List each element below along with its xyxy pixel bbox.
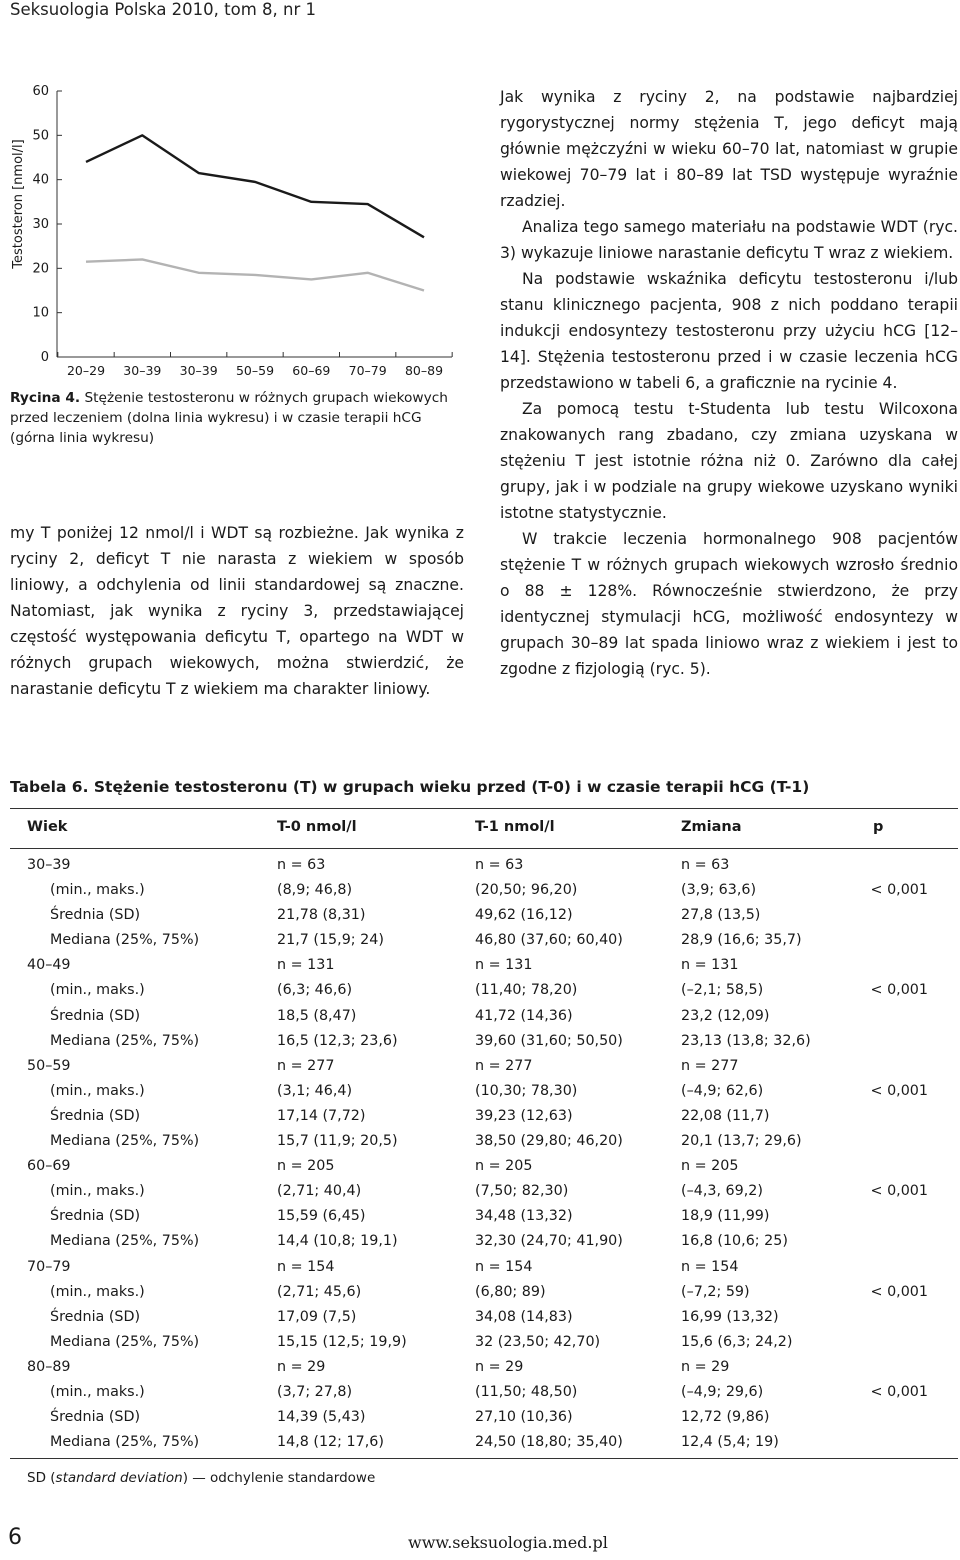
cell-t1: 38,50 (29,80; 46,20)	[475, 1133, 623, 1150]
row-label: Średnia (SD)	[50, 1208, 141, 1225]
table-row	[0, 1081, 960, 1106]
cell-zmiana: 18,9 (11,99)	[681, 1208, 770, 1225]
x-tick-label: 30–39	[179, 363, 218, 378]
row-label: 40–49	[27, 957, 71, 974]
footer-website: www.seksuologia.med.pl	[408, 1533, 608, 1552]
cell-zmiana: n = 63	[681, 857, 730, 873]
row-label: Średnia (SD)	[50, 1308, 141, 1325]
row-label: (min., maks.)	[50, 1183, 145, 1200]
cell-t0: 15,15 (12,5; 19,9)	[277, 1333, 407, 1350]
cell-t1: n = 131	[475, 957, 533, 974]
x-tick-label: 20–29	[66, 363, 106, 378]
series-line-before-treatment	[86, 259, 424, 290]
cell-t1: 27,10 (10,36)	[475, 1409, 573, 1426]
cell-zmiana: 16,99 (13,32)	[681, 1308, 779, 1325]
header-t1: T-1 nmol/l	[475, 819, 555, 835]
cell-t1: 39,60 (31,60; 50,50)	[475, 1032, 623, 1049]
table-row	[0, 1181, 960, 1206]
table-row	[0, 1006, 960, 1031]
cell-t0: 14,4 (10,8; 19,1)	[277, 1233, 398, 1250]
table-row	[0, 1407, 960, 1432]
cell-t0: n = 63	[277, 857, 326, 873]
cell-t1: (6,80; 89)	[475, 1283, 546, 1300]
header-wiek: Wiek	[27, 819, 68, 835]
x-tick-label: 70–79	[348, 363, 387, 378]
cell-p: < 0,001	[870, 1082, 928, 1099]
table-row	[0, 930, 960, 955]
cell-t0: (8,9; 46,8)	[277, 882, 353, 899]
table-row	[0, 1332, 960, 1357]
table-footnote	[27, 1470, 375, 1486]
table-title-text: Stężenie testosteronu (T) w grupach wieku przed (T-0) i w czasie terapii hCG (T-1)	[93, 778, 810, 796]
y-tick-label: 40	[32, 172, 49, 188]
table-row	[0, 1257, 960, 1282]
cell-t1: (10,30; 78,30)	[475, 1082, 578, 1099]
y-tick-label: 30	[32, 217, 49, 232]
cell-t1: n = 277	[475, 1057, 533, 1074]
table-header-rule	[10, 848, 958, 849]
series-line-during-hcg	[86, 135, 424, 237]
table-title	[10, 778, 809, 796]
cell-t1: 49,62 (16,12)	[475, 907, 573, 924]
cell-t0: 14,8 (12; 17,6)	[277, 1434, 384, 1451]
table-row	[0, 1357, 960, 1382]
x-tick-label: 80–89	[404, 363, 444, 378]
cell-p: < 0,001	[870, 982, 928, 999]
x-tick-label: 60–69	[292, 363, 331, 378]
cell-zmiana: (3,9; 63,6)	[681, 882, 757, 899]
cell-zmiana: 22,08 (11,7)	[681, 1107, 770, 1124]
cell-t1: 24,50 (18,80; 35,40)	[475, 1434, 623, 1451]
row-label: Mediana (25%, 75%)	[50, 1233, 200, 1250]
table-body	[0, 855, 960, 1457]
cell-zmiana: n = 277	[681, 1057, 739, 1074]
right-paragraph-3: Na podstawie wskaźnika deficytu testosteronu i/lub stanu klinicznego pacjenta, 908 z nich poddano terapii indukcji endosyntezy testosteronu przy użyciu hCG [12–14]. Stężenia testosteronu przed i w czasie leczenia hCG przedstawiono w tabeli 6, a graficznie na rycinie 4.	[500, 270, 958, 392]
cell-t0: (3,7; 27,8)	[277, 1383, 353, 1400]
cell-t1: 32,30 (24,70; 41,90)	[475, 1233, 623, 1250]
row-label: Mediana (25%, 75%)	[50, 1333, 200, 1350]
cell-zmiana: 12,72 (9,86)	[681, 1409, 770, 1426]
cell-zmiana: 16,8 (10,6; 25)	[681, 1233, 788, 1250]
cell-zmiana: 23,2 (12,09)	[681, 1007, 770, 1024]
cell-zmiana: 20,1 (13,7; 29,6)	[681, 1133, 802, 1150]
row-label: 50–59	[27, 1057, 71, 1074]
cell-t0: 15,7 (11,9; 20,5)	[277, 1133, 398, 1150]
cell-zmiana: (–7,2; 59)	[681, 1283, 750, 1300]
cell-t1: 34,48 (13,32)	[475, 1208, 573, 1225]
row-label: Średnia (SD)	[50, 1007, 141, 1024]
cell-p: < 0,001	[870, 882, 928, 899]
x-tick-label: 50–59	[235, 363, 275, 378]
left-column	[10, 520, 464, 702]
row-label: (min., maks.)	[50, 982, 145, 999]
table-row	[0, 1282, 960, 1307]
cell-p: < 0,001	[870, 1183, 928, 1200]
cell-t0: (2,71; 45,6)	[277, 1283, 362, 1300]
table-row	[0, 955, 960, 980]
right-paragraph-1: Jak wynika z ryciny 2, na podstawie najbardziej rygorystycznej normy stężenia T, jego deficyt mają głównie mężczyźni w wieku 60–70 lat, natomiast w grupie wiekowej 70–79 lat i 80–89 lat TSD występuje wyraźnie rzadziej.	[500, 88, 958, 210]
row-label: Mediana (25%, 75%)	[50, 1032, 200, 1049]
row-label: 80–89	[27, 1358, 71, 1375]
testosterone-line-chart	[0, 70, 470, 380]
table-bottom-rule	[10, 1458, 958, 1459]
row-label: (min., maks.)	[50, 1082, 145, 1099]
figure-caption	[10, 388, 470, 448]
cell-zmiana: 23,13 (13,8; 32,6)	[681, 1032, 811, 1049]
header-zmiana: Zmiana	[681, 819, 742, 835]
cell-zmiana: (–2,1; 58,5)	[681, 982, 764, 999]
cell-zmiana: n = 131	[681, 957, 739, 974]
y-axis-title: Testosteron [nmol/l]	[11, 139, 26, 269]
cell-zmiana: n = 205	[681, 1158, 739, 1175]
cell-t1: 41,72 (14,36)	[475, 1007, 573, 1024]
cell-t1: n = 154	[475, 1258, 533, 1275]
footnote-abbr: SD (	[27, 1470, 56, 1486]
cell-t0: 17,14 (7,72)	[277, 1107, 366, 1124]
cell-t1: n = 63	[475, 857, 524, 873]
table-row	[0, 1206, 960, 1231]
table-top-rule	[10, 808, 958, 809]
cell-t1: (20,50; 96,20)	[475, 882, 578, 899]
cell-t0: n = 205	[277, 1158, 335, 1175]
caption-label: Rycina 4.	[10, 390, 81, 406]
cell-t0: n = 131	[277, 957, 335, 974]
row-label: Mediana (25%, 75%)	[50, 932, 200, 949]
header-t0: T-0 nmol/l	[277, 819, 357, 835]
row-label: Średnia (SD)	[50, 907, 141, 924]
row-label: 70–79	[27, 1258, 71, 1275]
left-paragraph: my T poniżej 12 nmol/l i WDT są rozbieżne. Jak wynika z ryciny 2, deficyt T nie narasta z wiekiem w sposób liniowy, a odchylenia od linii standardowej są znaczne. Natomiast, jak wynika z ryciny 3, przedstawiającej częstość występowania deficytu T, opartego na WDT w różnych grupach wiekowych, można stwierdzić, że narastanie deficytu T z wiekiem ma charakter liniowy.	[10, 524, 464, 698]
footnote-rest: ) — odchylenie standardowe	[182, 1470, 376, 1486]
cell-t0: 18,5 (8,47)	[277, 1007, 357, 1024]
table-row	[0, 1432, 960, 1457]
y-tick-label: 10	[32, 305, 49, 321]
cell-t0: 21,78 (8,31)	[277, 907, 366, 924]
cell-zmiana: (–4,3, 69,2)	[681, 1183, 763, 1200]
table-row	[0, 880, 960, 905]
cell-t0: (6,3; 46,6)	[277, 982, 353, 999]
cell-zmiana: 15,6 (6,3; 24,2)	[681, 1333, 793, 1350]
row-label: Mediana (25%, 75%)	[50, 1434, 200, 1451]
row-label: (min., maks.)	[50, 882, 145, 899]
cell-t1: n = 205	[475, 1158, 533, 1175]
cell-t0: 17,09 (7,5)	[277, 1308, 357, 1325]
row-label: Mediana (25%, 75%)	[50, 1133, 200, 1150]
table-row	[0, 1307, 960, 1332]
cell-t1: (11,50; 48,50)	[475, 1383, 578, 1400]
cell-t1: (7,50; 82,30)	[475, 1183, 569, 1200]
cell-zmiana: (–4,9; 29,6)	[681, 1383, 764, 1400]
cell-t0: n = 29	[277, 1358, 326, 1375]
table-row	[0, 1231, 960, 1256]
journal-header: Seksuologia Polska 2010, tom 8, nr 1	[10, 0, 317, 19]
cell-t0: 16,5 (12,3; 23,6)	[277, 1032, 398, 1049]
table-row	[0, 1056, 960, 1081]
cell-t0: n = 277	[277, 1057, 335, 1074]
cell-t1: 32 (23,50; 42,70)	[475, 1333, 601, 1350]
row-label: Średnia (SD)	[50, 1409, 141, 1426]
y-tick-label: 50	[32, 128, 49, 144]
right-paragraph-5: W trakcie leczenia hormonalnego 908 pacjentów stężenie T w różnych grupach wiekowych wzrosło średnio o 88 ± 128%. Równocześnie stwierdzono, że przy identycznej stymulacji hCG, możliwość endosyntezy w grupach 30–89 lat spada liniowo wraz z wiekiem i jest to zgodne z fizjologią (ryc. 5).	[500, 530, 958, 678]
cell-t1: n = 29	[475, 1358, 524, 1375]
right-column	[500, 84, 958, 682]
y-tick-label: 0	[40, 350, 49, 365]
row-label: Średnia (SD)	[50, 1107, 141, 1124]
caption-text: Stężenie testosteronu w różnych grupach wiekowych przed leczeniem (dolna linia wykresu) i w czasie terapii hCG (górna linia wykresu)	[10, 390, 448, 446]
table-row	[0, 905, 960, 930]
row-label: (min., maks.)	[50, 1283, 145, 1300]
page-number: 6	[8, 1525, 22, 1550]
y-tick-label: 20	[32, 261, 49, 277]
table-row	[0, 855, 960, 880]
cell-t1: 39,23 (12,63)	[475, 1107, 573, 1124]
x-tick-label: 30–39	[123, 363, 162, 378]
cell-t1: (11,40; 78,20)	[475, 982, 578, 999]
table-row	[0, 1156, 960, 1181]
cell-t0: (2,71; 40,4)	[277, 1183, 362, 1200]
cell-zmiana: n = 154	[681, 1258, 739, 1275]
right-paragraph-4: Za pomocą testu t-Studenta lub testu Wilcoxona znakowanych rang zbadano, czy zmiana uzyskana w stężeniu T jest istotnie różna niż 0. Zarówno dla całej grupy, jak i w podziale na grupy wiekowe uzyskano wyniki istotne statystycznie.	[500, 400, 958, 522]
cell-p: < 0,001	[870, 1283, 928, 1300]
cell-zmiana: (–4,9; 62,6)	[681, 1082, 764, 1099]
y-tick-label: 60	[32, 84, 49, 99]
cell-t0: 15,59 (6,45)	[277, 1208, 366, 1225]
cell-zmiana: 28,9 (16,6; 35,7)	[681, 932, 802, 949]
table-row	[0, 1031, 960, 1056]
cell-zmiana: n = 29	[681, 1358, 730, 1375]
table-row	[0, 980, 960, 1005]
row-label: (min., maks.)	[50, 1383, 145, 1400]
cell-t0: 14,39 (5,43)	[277, 1409, 366, 1426]
cell-zmiana: 27,8 (13,5)	[681, 907, 761, 924]
cell-t1: 34,08 (14,83)	[475, 1308, 573, 1325]
header-p: p	[873, 819, 884, 835]
cell-t1: 46,80 (37,60; 60,40)	[475, 932, 623, 949]
table-label: Tabela 6.	[10, 778, 89, 796]
row-label: 30–39	[27, 857, 71, 873]
right-paragraph-2: Analiza tego samego materiału na podstawie WDT (ryc. 3) wykazuje liniowe narastanie deficytu T wraz z wiekiem.	[500, 218, 958, 262]
cell-t0: n = 154	[277, 1258, 335, 1275]
footnote-term: standard deviation	[55, 1470, 183, 1486]
table-row	[0, 1131, 960, 1156]
row-label: 60–69	[27, 1158, 71, 1175]
cell-t0: (3,1; 46,4)	[277, 1082, 353, 1099]
cell-p: < 0,001	[870, 1383, 928, 1400]
cell-zmiana: 12,4 (5,4; 19)	[681, 1434, 779, 1451]
table-row	[0, 1382, 960, 1407]
table-row	[0, 1106, 960, 1131]
cell-t0: 21,7 (15,9; 24)	[277, 932, 384, 949]
